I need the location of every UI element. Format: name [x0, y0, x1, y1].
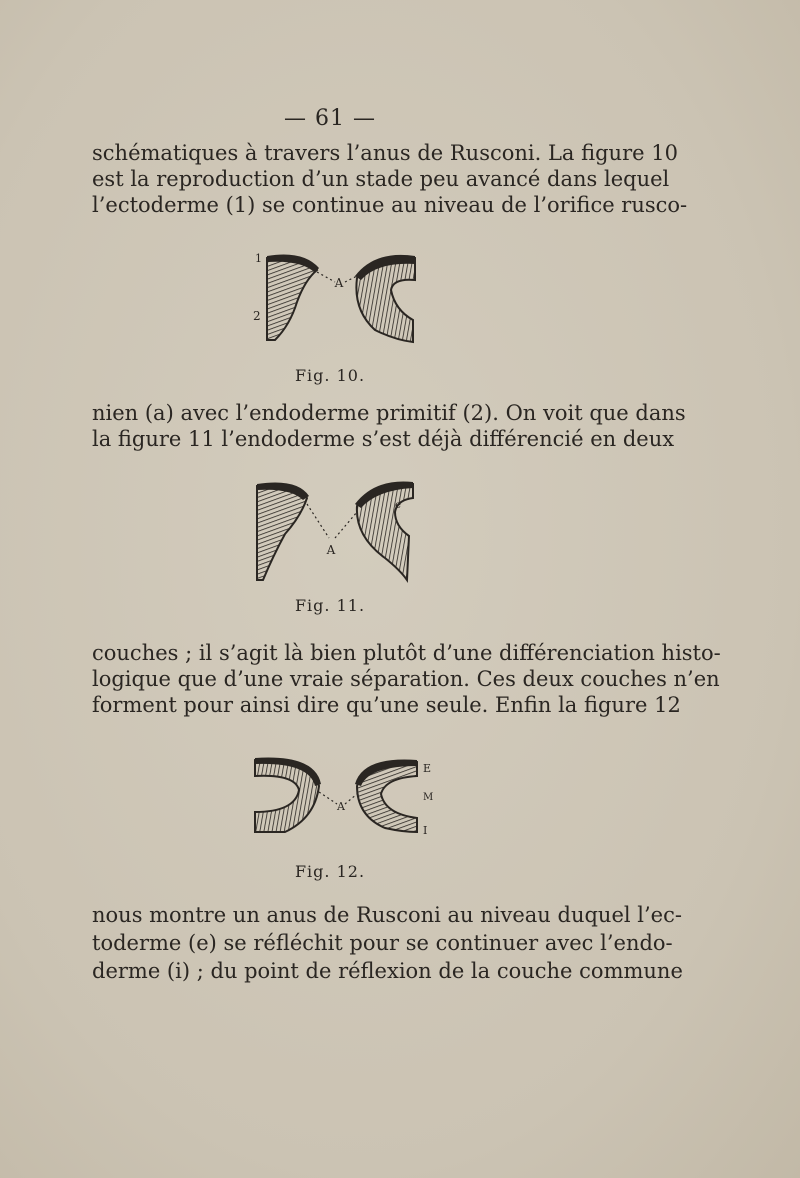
text-line: couches ; il s’agit là bien plutôt d’une différenciation histo- [92, 641, 721, 665]
text-line: l’ectoderme (1) se continue au niveau de l’orifice rusco- [92, 193, 688, 217]
text-line: la figure 11 l’endoderme s’est déjà différencié en deux [92, 427, 675, 451]
text-line: logique que d’une vraie séparation. Ces deux couches n’en [92, 667, 720, 691]
text-line: est la reproduction d’un stade peu avancé dans lequel [92, 167, 670, 191]
figure-label: e [395, 500, 401, 511]
figure-12-drawing [245, 752, 445, 842]
page-number: — 61 — [284, 106, 376, 131]
figure-caption: Fig. 12. [294, 862, 366, 881]
figure-12 [245, 752, 445, 842]
text-line: derme (i) ; du point de réflexion de la couche commune [92, 959, 683, 983]
figure-caption: Fig. 10. [294, 366, 366, 385]
figure-label: A [326, 543, 336, 557]
figure-label: 2 [253, 309, 261, 323]
figure-label: I [423, 824, 428, 837]
figure-10 [245, 240, 435, 360]
text-line: forment pour ainsi dire qu’une seule. Enfin la figure 12 [92, 693, 681, 717]
figure-label: A [337, 800, 345, 813]
figure-label: A [334, 276, 344, 290]
text-line: schématiques à travers l’anus de Rusconi. La figure 10 [92, 141, 678, 165]
figure-10-drawing [245, 240, 435, 360]
figure-label: 1 [255, 252, 262, 265]
figure-label: M [423, 792, 434, 803]
figure-caption: Fig. 11. [294, 596, 366, 615]
text-line: nous montre un anus de Rusconi au niveau duquel l’ec- [92, 903, 682, 927]
figure-label: E [423, 762, 432, 775]
figure-11-drawing [245, 476, 425, 586]
text-line: nien (a) avec l’endoderme primitif (2). On voit que dans [92, 401, 686, 425]
figure-11 [245, 476, 425, 586]
text-line: toderme (e) se réfléchit pour se continuer avec l’endo- [92, 931, 673, 955]
